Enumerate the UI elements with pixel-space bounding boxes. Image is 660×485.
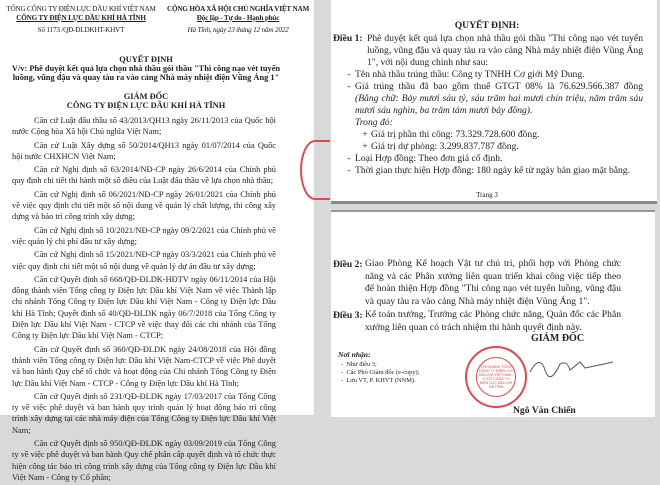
price-item: [331, 81, 643, 117]
preamble-paragraph: Căn cứ Quyết định số 360/QĐ-ĐLDK ngày 24/08/2018 của Hội đồng thành viên Tổng công ty Điện lực Dầu khí Việt Nam-CTCP về việc Phê duyệt và ban hành Quy chế tổ chức và hoạt động của Chi nhánh Tổng Công ty Điện lực Dầu khí Việt Nam - CTCP - Công ty Điện lực Dầu khí Hà Tĩnh;: [12, 344, 276, 388]
preamble-paragraph: Căn cứ Nghị định số 63/2014/NĐ-CP ngày 26/6/2014 của Chính phủ quy định chi tiết thi hành một số điều của Luật đấu thầu về lựa chọn nhà thầu;: [12, 165, 276, 186]
construction-value: Giá trị phần thi công: 73.329.728.600 đồng.: [371, 129, 540, 140]
contingency-item: [331, 141, 643, 153]
contract-price: Giá trúng thầu đã bao gồm thuế GTGT 08% là 76.629.566.387 đồng: [355, 81, 643, 92]
header-left: [2, 5, 160, 35]
recipients-title: Nơi nhận:: [338, 350, 371, 359]
doc-number: Số 1173 /QĐ-ĐLDKHT-KHVT: [37, 26, 125, 34]
page-number: Trang 3: [476, 191, 498, 199]
bullet-plus: +: [362, 129, 368, 140]
article-1: [331, 33, 643, 69]
subject-line-1: V/v: Phê duyệt kết quả lựa chọn nhà thầu gói thầu "Thi công nạo vét tuyến: [11, 64, 281, 73]
recipient-text: Các Phó Giám đốc (e-copy);: [346, 369, 420, 376]
duration-item: [331, 165, 643, 177]
signer-title: GIÁM ĐỐC: [531, 333, 585, 344]
contract-type: Loại Hợp đồng: Theo đơn giá cố định.: [355, 153, 503, 164]
partial-stamp: [300, 140, 330, 200]
article-1-text: Phê duyệt kết quả lựa chọn nhà thầu gói thầu "Thi công nạo vét tuyến luồng, vũng đậu và quay tàu ra vào cảng Nhà máy nhiệt điện Vũng Áng 1", với nội dung chính như sau:: [367, 33, 643, 68]
preamble-paragraph: Căn cứ Quyết định số 231/QĐ-ĐLDK ngày 17/03/2017 của Tổng Công ty về việc phê duyệt và ban hành quy trình quản lý hoạt động bảo trì công trình xây dựng tại các nhà máy điện của Tổng Công ty Điện lực Dầu khí Việt Nam;: [12, 391, 276, 435]
bullet-dash: -: [347, 165, 351, 176]
contingency-value: Giá trị dự phòng: 3.299.837.787 đồng.: [371, 141, 519, 152]
bullet-dash: -: [347, 69, 351, 80]
seal-text: CHI NHÁNH TỔNG CÔNG TY ĐIỆN LỰC DẦU KHÍ VIỆT NAM - CTCP CÔNG TY ĐIỆN LỰC DẦU KHÍ HÀ TĨNH: [476, 357, 517, 398]
org-name: CÔNG TY ĐIỆN LỰC DẦU KHÍ HÀ TĨNH: [16, 13, 146, 22]
page-3: [331, 0, 657, 204]
decision-heading: QUYẾT ĐỊNH:: [454, 20, 520, 31]
contract-type-item: [331, 153, 643, 165]
header-right: [164, 5, 312, 35]
preamble-paragraph: Căn cứ Nghị định số 15/2021/NĐ-CP ngày 03/3/2021 của Chính phủ về việc quy định chi tiết một số nội dung về quản lý dự án đầu tư xây dựng;: [12, 250, 276, 271]
bullet-plus: +: [362, 141, 368, 152]
org-parent: TỔNG CÔNG TY ĐIỆN LỰC DẦU KHÍ VIỆT NAM: [6, 5, 156, 13]
bullet-dash: -: [347, 153, 351, 164]
preamble-paragraph: Căn cứ Quyết định số 668/QĐ-ĐLDK-HĐTV ngày 06/11/2014 của Hội đồng thành viên Tổng công ty Điện lực Dầu khí Việt Nam về việc Thành lập chi nhánh Tổng Công ty Điện lực Dầu khí Việt Nam - Công ty Điện lực Dầu khí Hà Tĩnh; Quyết định số 40/QĐ-ĐLDK ngày 06/7/2018 của Tổng Công ty Điện lực Dầu khí Việt Nam - CTCP về việc thay đổi các chi nhánh của Tổng Công ty Điện lực Dầu khí Việt Nam - CTCP;: [12, 274, 276, 341]
article-3-label: Điều 3:: [333, 310, 363, 321]
company-seal: [465, 346, 527, 408]
recipient-item: - Lưu VT, P. KHVT (NNM).: [341, 377, 416, 384]
authority-title: GIÁM ĐỐC: [123, 92, 169, 101]
contract-price-words: (Bằng chữ: Bảy mươi sáu tỷ, sáu trăm hai mươi chín triệu, năm trăm sáu mươi sáu nghìn, ba trăm tám mươi bảy đồng).: [355, 93, 643, 116]
of-which-label: Trong đó:: [355, 117, 393, 128]
preamble-paragraph: Căn cứ Luật đấu thầu số 43/2013/QH13 ngày 26/11/2013 của Quốc hội nước Cộng hòa Xã hội Chủ nghĩa Việt Nam;: [12, 116, 276, 137]
signer-name: Ngô Văn Chiến: [513, 405, 576, 416]
preamble-paragraph: Căn cứ Luật Xây dựng số 50/2014/QH13 ngày 01/07/2014 của Quốc hội nước CHXHCN Việt Nam;: [12, 140, 276, 161]
contractor-name: Tên nhà thầu trúng thầu: Công ty TNHH Cơ giới Mỹ Dung.: [355, 69, 585, 80]
nation-name: CỘNG HÒA XÃ HỘI CHỦ NGHĨA VIỆT NAM: [166, 5, 310, 13]
preamble-paragraph: Căn cứ Nghị định số 06/2021/NĐ-CP ngày 26/01/2021 của Chính phủ về việc quy định chi tiết một số nội dung về quản lý chất lượng, thi công xây dựng và bảo trì công trình xây dựng;: [12, 189, 276, 222]
bullet-dash: -: [347, 81, 351, 92]
subject-line-2: luồng, vũng đậu và quay tàu ra vào cảng Nhà máy nhiệt điện Vũng Áng 1": [12, 73, 280, 82]
authority-org: CÔNG TY ĐIỆN LỰC DẦU KHÍ HÀ TĨNH: [66, 101, 226, 110]
construction-item: [331, 129, 643, 141]
preamble-paragraph: Căn cứ Quyết định số 950/QĐ-ĐLDK ngày 03/09/2019 của Tổng Công ty về việc phê duyệt và ban hành Quy chế phân cấp quyết định và tổ chức thực hiện công tác bảo trì công trình xây dựng của Tổng công ty Điện lực Dầu khí Việt Nam - Công ty Cổ phần;: [12, 439, 276, 482]
recipient-item: - Các Phó Giám đốc (e-copy);: [341, 369, 420, 376]
price-block: [355, 81, 643, 117]
doc-date: Hà Tĩnh, ngày 23 tháng 12 năm 2022: [187, 26, 289, 34]
article-2-label: Điều 2:: [333, 259, 363, 270]
article-2-text: Giao Phòng Kế hoạch Vật tư chủ trì, phối hợp với Phòng chức năng và các Phân xưởng liên quan triển khai công việc tiếp theo để hoàn thiện Hợp đồng "Thi công nạo vét tuyến luồng, vũng đậu và quay tàu ra vào cảng Nhà máy nhiệt điện Vũng Áng 1".: [365, 258, 621, 307]
page-last: [331, 210, 655, 417]
preamble-paragraph: Căn cứ Nghị định số 10/2021/NĐ-CP ngày 09/2/2021 của Chính phủ về việc quản lý chi phí đầu tư xây dựng;: [12, 225, 276, 246]
preamble: [12, 115, 282, 485]
article-1-section: [331, 20, 643, 177]
contractor-item: [331, 69, 643, 81]
recipient-item: - Như điều 3;: [341, 361, 377, 368]
recipient-text: Như điều 3;: [346, 361, 377, 368]
article-1-label: Điều 1:: [333, 33, 363, 44]
page-1: [0, 0, 314, 482]
motto: Độc lập - Tự do - Hạnh phúc: [196, 13, 280, 22]
contract-duration: Thời gian thực hiện Hợp đồng: 180 ngày kể từ ngày bàn giao mặt bằng.: [355, 165, 630, 176]
article-3-text: Kế toán trưởng, Trưởng các Phòng chức năng, Quản đốc các Phân xưởng liên quan có trách nhiệm thi hành quyết định này.: [365, 309, 621, 333]
recipient-text: Lưu VT, P. KHVT (NNM).: [346, 377, 416, 384]
doc-title: QUYẾT ĐỊNH: [119, 55, 173, 64]
signature: [525, 352, 615, 382]
